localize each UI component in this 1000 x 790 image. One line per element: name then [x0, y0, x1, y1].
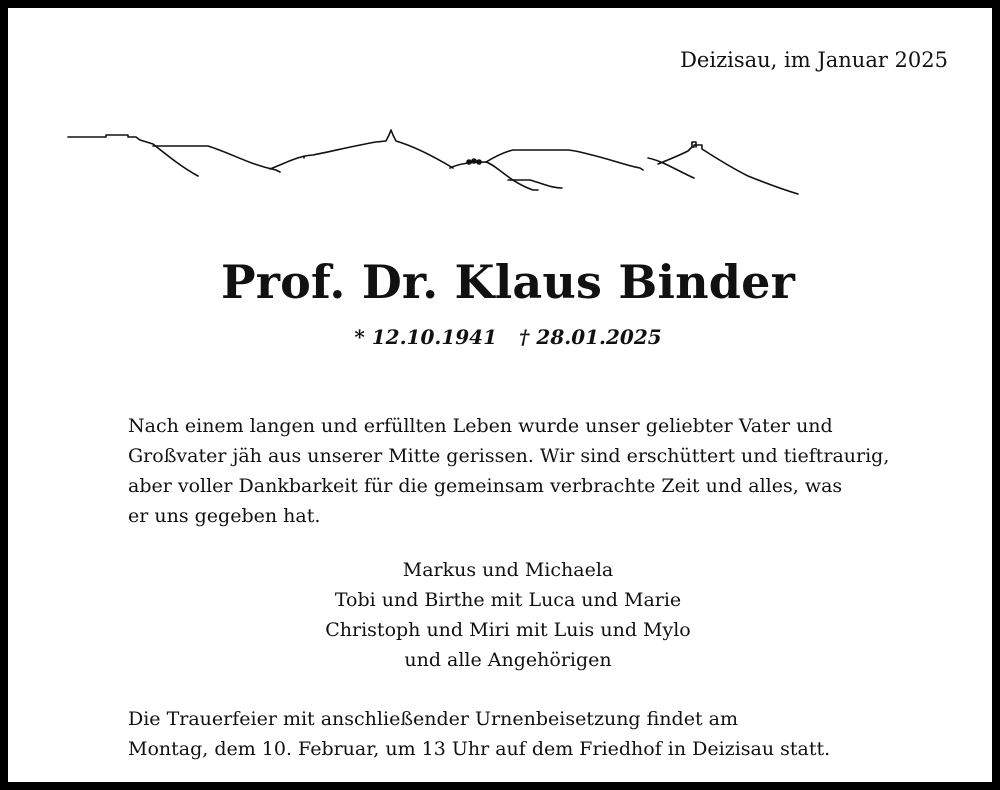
message-line: Nach einem langen und erfüllten Leben wurde unser geliebter Vater und	[128, 415, 833, 437]
condolence-message	[128, 411, 928, 531]
family-signatures	[8, 555, 1000, 675]
ceremony-notice	[128, 704, 928, 764]
family-line: und alle Angehörigen	[404, 649, 612, 671]
birth-date: * 12.10.1941	[354, 325, 497, 349]
ceremony-line: Montag, dem 10. Februar, um 13 Uhr auf dem Friedhof in Deizisau statt.	[128, 738, 831, 760]
place-date: Deizisau, im Januar 2025	[680, 48, 948, 72]
life-dates	[8, 322, 1000, 352]
ceremony-line: Die Trauerfeier mit anschließender Urnenbeisetzung findet am	[128, 708, 738, 730]
family-line: Christoph und Miri mit Luis und Mylo	[325, 619, 691, 641]
message-line: er uns gegeben hat.	[128, 505, 321, 527]
death-date: † 28.01.2025	[519, 325, 662, 349]
family-line: Tobi und Birthe mit Luca und Marie	[334, 589, 682, 611]
message-line: Großvater jäh aus unserer Mitte gerissen. Wir sind erschüttert und tieftraurig,	[128, 445, 890, 467]
deceased-name: Prof. Dr. Klaus Binder	[220, 255, 796, 309]
message-line: aber voller Dankbarkeit für die gemeinsam verbrachte Zeit und alles, was	[128, 475, 843, 497]
family-line: Markus und Michaela	[402, 559, 614, 581]
mountain-skyline-icon	[58, 126, 808, 206]
